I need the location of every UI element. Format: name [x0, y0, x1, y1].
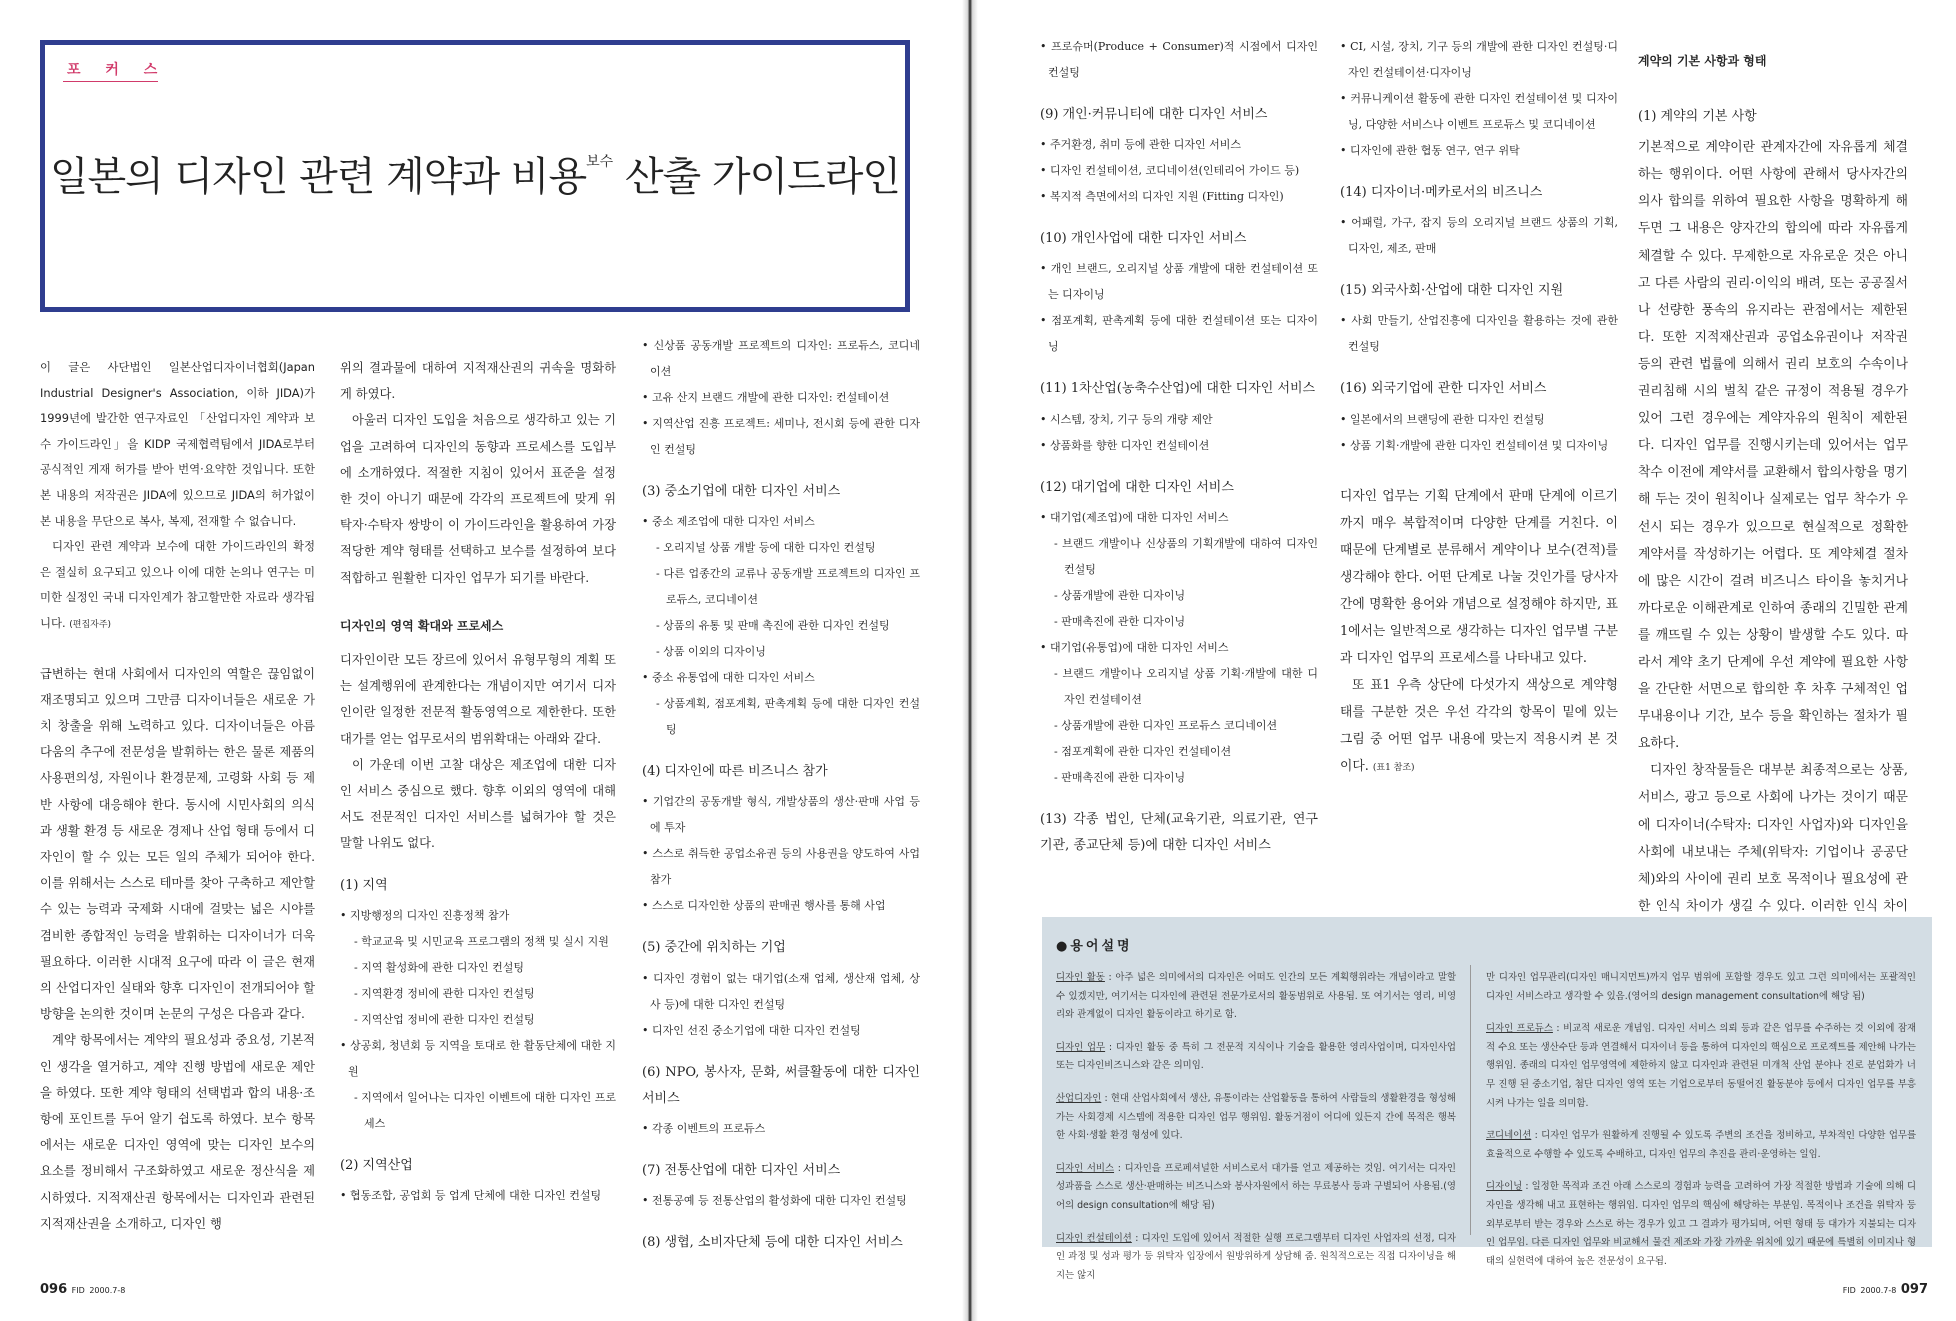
- list-heading: (10) 개인사업에 대한 디자인 서비스: [1040, 231, 1247, 247]
- folio-issue: 2000.7-8: [89, 1286, 126, 1295]
- list-heading: (14) 디자이너·메카로서의 비즈니스: [1340, 185, 1543, 200]
- glossary-definition: : 디자인을 프로페셔널한 서비스로서 대가를 얻고 제공하는 것임. 여기서는 디자인 성과품을 스스로 생산·판매하는 비즈니스와 봉사자원에서 하는 무료봉사 등과 구별되어 사용됨.(영어의 design consultation에 해당 됨): [1056, 1162, 1456, 1211]
- list-item: • 지역산업 진흥 프로젝트: 세미나, 전시회 등에 관한 디자인 컨설팅: [642, 417, 920, 456]
- list-item: • 협동조합, 공업회 등 업계 단체에 대한 디자인 컨설팅: [340, 1189, 602, 1203]
- list-subitem: - 상품개발에 관한 디자인 프로듀스 코디네이션: [1054, 718, 1278, 732]
- glossary-term: 디자이닝: [1486, 1181, 1523, 1193]
- section-label: 포 커 스: [67, 62, 168, 78]
- list-heading: (6) NPO, 봉사자, 문화, 써클활동에 대한 디자인 서비스: [642, 1064, 920, 1106]
- body-paragraph: 급변하는 현대 사회에서 디자인의 역할은 끊임없이 재조명되고 있으며 그만큼 디자이너들은 새로운 가치 창출을 위해 노력하고 있다. 디자이너들은 아름다움의 추구에 전문성을 발휘하는 한은 물론 제품의 사용편의성, 자원이나 환경문제, 고령화 사회 등 제반 사항에 대응해야 한다. 동시에 시민사회의 의식과 생활 환경 등 새로운 경제나 산업 형태 등에서 디자인이 할 수 있는 모든 일의 주체가 되어야 한다. 이를 위해서는 스스로 테마를 찾아 구축하고 제안할 수 있는 능력과 국제화 시대에 걸맞는 넓은 시야를 겸비한 종합적인 능력을 발휘하는 디자이너가 더욱 필요하다. 이러한 시대적 요구에 따라 이 글은 현재의 산업디자인 실태와 향후 디자인이 전개되어야 할 방향을 논의한 것이며 논문의 구성은 다음과 같다.: [40, 666, 315, 1022]
- list-subitem: - 점포계획에 관한 디자인 컨설테이션: [1054, 744, 1232, 758]
- list-heading: (12) 대기업에 대한 디자인 서비스: [1040, 479, 1234, 495]
- list-item: • 개인 브랜드, 오리지널 상품 개발에 대한 컨설테이션 또는 디자이닝: [1040, 262, 1318, 302]
- section-label-underline: [63, 81, 158, 82]
- list-item: • 각종 이벤트의 프로듀스: [642, 1122, 766, 1136]
- glossary-entry: [1056, 1039, 1456, 1076]
- list-item: • 상공회, 청년회 등 지역을 토대로 한 활동단체에 대한 지원: [340, 1038, 616, 1078]
- list-item: • 프로슈머(Produce + Consumer)적 시점에서 디자인 컨설팅: [1040, 40, 1318, 79]
- list-subitem: - 지역에서 일어나는 디자인 이벤트에 대한 디자인 프로세스: [354, 1090, 616, 1130]
- list-item: • CI, 시설, 장치, 기구 등의 개발에 관한 디자인 컨설팅·디자인 컨설테이션·디자이닝: [1340, 40, 1618, 79]
- body-paragraph: 또 표1 우측 상단에 다섯가지 색상으로 계약형태를 구분한 것은 우선 각각의 항목이 밑에 있는 그림 중 어떤 업무 내용에 맞는지 적용시켜 본 것이다. (표1 참조): [1340, 677, 1618, 774]
- glossary-definition: : 일정한 목적과 조건 아래 스스로의 경험과 능력을 고려하여 가장 적절한 방법과 기술에 의해 디자인을 생각해 내고 표현하는 행위임. 디자인 업무의 핵심에 해당하는 부분임. 목적이나 조건을 위탁자 등 외부로부터 받는 경우와 스스로 하는 경우가 있고 그 결과가 평가되며, 어떤 형태 등 대가가 지불되는 디자인 업무임. 다른 디자인 업무와 비교해서 물건 제조와 가장 가까운 위치에 있기 때문에 특별히 이미지나 형태의 실현력에 대하여 높은 전문성이 요구됨.: [1486, 1181, 1916, 1267]
- list-item: • 어패럴, 가구, 잡지 등의 오리지널 브랜드 상품의 기획, 디자인, 제조, 판매: [1340, 216, 1618, 256]
- body-paragraph: 아울러 디자인 도입을 처음으로 생각하고 있는 기업을 고려하여 디자인의 동향과 프로세스를 도입부에 소개하였다. 적절한 지침이 있어서 표준을 설정한 것이 아니기 때문에 각각의 프로젝트에 맞게 위탁자·수탁자 쌍방이 이 가이드라인을 활용하여 가장 적당한 계약 형태를 선택하고 보수를 설정하여 보다 적합하고 원활한 디자인 업무가 되기를 바란다.: [340, 413, 616, 585]
- list-heading: (7) 전통산업에 대한 디자인 서비스: [642, 1163, 841, 1179]
- list-heading: (4) 디자인에 따른 비즈니스 참가: [642, 764, 828, 780]
- list-heading: (1) 지역: [340, 877, 388, 893]
- list-item: • 상품 기획·개발에 관한 디자인 컨설테이션 및 디자이닝: [1340, 438, 1609, 452]
- left-column-2: [340, 355, 616, 1209]
- glossary-term: 디자인 프로듀스: [1486, 1023, 1553, 1035]
- right-page: [978, 0, 1956, 1321]
- list-subitem: - 지역 활성화에 관한 디자인 컨설팅: [354, 960, 524, 974]
- glossary-term: 산업디자인: [1056, 1092, 1102, 1104]
- list-item: • 고유 산지 브랜드 개발에 관한 디자인: 컨설테이션: [642, 391, 890, 404]
- list-heading: (11) 1차산업(농축수산업)에 대한 디자인 서비스: [1040, 381, 1316, 397]
- list-item: • 대기업(유통업)에 대한 디자인 서비스: [1040, 640, 1229, 654]
- list-subitem: - 판매촉진에 관한 디자이닝: [1054, 614, 1186, 628]
- glossary-term: 디자인 활동: [1056, 972, 1105, 983]
- folio-magazine: FID: [71, 1286, 85, 1295]
- glossary-left: [1056, 969, 1456, 1299]
- list-heading: (5) 중간에 위치하는 기업: [642, 940, 786, 956]
- glossary-definition: : 아주 넓은 의미에서의 디자인은 어떠도 인간의 모든 계획행위라는 개념이라고 말할 수 있겠지만, 여기서는 디자인에 관련된 전문가로서의 활동범위로 사용됨. 또 여기서는 영리, 비영리와 관계없이 디자인 활동이라고 하기로 함.: [1056, 972, 1456, 1021]
- list-subitem: - 학교교육 및 시민교육 프로그램의 정책 및 실시 지원: [354, 934, 609, 948]
- body-text: [40, 661, 315, 1237]
- glossary-entry: [1056, 1230, 1456, 1286]
- left-column-3: [642, 333, 920, 1260]
- service-list: [1040, 34, 1318, 859]
- glossary-right: [1486, 969, 1916, 1285]
- service-list: [340, 873, 616, 1209]
- page-number-right: FID 2000.7-8 097: [1842, 1282, 1928, 1297]
- glossary-entry: [1056, 1090, 1456, 1146]
- list-item: • 일본에서의 브랜딩에 관한 디자인 컨설팅: [1340, 412, 1545, 426]
- list-item: • 시스템, 장치, 기구 등의 개량 제안: [1040, 412, 1213, 426]
- list-heading: (15) 외국사회·산업에 대한 디자인 지원: [1340, 283, 1564, 299]
- list-heading: (13) 각종 법인, 단체(교육기관, 의료기관, 연구기관, 종교단체 등)에 대한 디자인 서비스: [1040, 811, 1318, 854]
- section-heading: 디자인의 영역 확대와 프로세스: [340, 618, 504, 633]
- body-paragraph: 계약 항목에서는 계약의 필요성과 중요성, 기본적인 생각을 열거하고, 계약 진행 방법에 새로운 제안을 하였다. 또한 계약 형태의 선택법과 합의 내용·조항에 포인트를 두어 알기 쉽도록 하였다. 보수 항목에서는 새로운 디자인 영역에 맞는 디자인 보수의 요소를 정비해서 구조화하였고 새로운 정산식을 제시하였다. 지적재산권 항목에서는 디자인과 관련된 지적재산권을 소개하고, 디자인 행: [40, 1033, 315, 1231]
- list-item: • 점포계획, 판촉계획 등에 대한 컨설테이션 또는 디자이닝: [1040, 314, 1318, 354]
- list-item: • 중소 유통업에 대한 디자인 서비스: [642, 671, 815, 685]
- title-superscript: 보수: [586, 154, 614, 170]
- glossary-definition: : 디자인 활동 중 특히 그 전문적 지식이나 기술을 활용한 영리사업이며, 디자인사업 또는 디자인비즈니스와 같은 의미임.: [1056, 1041, 1456, 1072]
- title-main: 일본의 디자인 관련 계약과 비용: [49, 154, 587, 200]
- list-item: • 전통공예 등 전통산업의 활성화에 대한 디자인 컨설팅: [642, 1194, 907, 1208]
- glossary-term: 디자인 컨설테이션: [1056, 1232, 1132, 1244]
- list-item: • 사회 만들기, 산업진흥에 디자인을 활용하는 것에 관한 컨설팅: [1340, 314, 1618, 354]
- left-column-1: [40, 355, 315, 1237]
- title-tail: 산출 가이드라인: [624, 154, 901, 200]
- list-heading: (3) 중소기업에 대한 디자인 서비스: [642, 484, 841, 499]
- folio-magazine: FID: [1842, 1286, 1856, 1295]
- right-column-3: [1638, 48, 1908, 974]
- list-subitem: - 다른 업종간의 교류나 공동개발 프로젝트의 디자인 프로듀스, 코디네이션: [656, 567, 920, 607]
- list-item: • 복지적 측면에서의 디자인 지원 (Fitting 디자인): [1040, 190, 1284, 204]
- list-item: • 디자인 경험이 없는 대기업(소재 업체, 생산재 업체, 상사 등)에 대한 디자인 컨설팅: [642, 971, 920, 1011]
- list-heading: (9) 개인·커뮤니티에 대한 디자인 서비스: [1040, 107, 1268, 122]
- body-text: [1340, 483, 1618, 782]
- body-paragraph: 이 가운데 이번 고찰 대상은 제조업에 대한 디자인 서비스 중심으로 했다. 향후 이외의 영역에 대해서도 전문적인 디자인 서비스를 넓혀가야 할 것은 말할 나위도 없다.: [340, 757, 616, 851]
- body-paragraph: 디자인 업무는 기획 단계에서 판매 단계에 이르기까지 매우 복합적이며 다양한 단계를 거친다. 이 때문에 단계별로 분류해서 계약이나 보수(견적)를 생각해야 한다. 어떤 단계로 나눌 것인가를 당사자간에 명확한 용어와 개념으로 설정해야 하지만, 표1에서는 일반적으로 생각하는 디자인 업무별 구분과 디자인 업무의 프로세스를 나타내고 있다.: [1340, 488, 1618, 666]
- glossary-definition: : 디자인 도입에 있어서 적절한 실행 프로그램부터 디자인 사업자의 선정, 디자인 과정 및 성과 평가 등 위탁자 입장에서 원방위하게 상담해 줌. 원칙적으로는 직접 디자이닝을 해지는 않지: [1056, 1232, 1456, 1281]
- list-item: • 지방행정의 디자인 진흥정책 참가: [340, 908, 510, 922]
- list-item: • 스스로 디자인한 상품의 판매권 행사를 통해 사업: [642, 899, 886, 913]
- list-item: • 중소 제조업에 대한 디자인 서비스: [642, 515, 815, 529]
- glossary-definition: : 비교적 새로운 개념임. 디자인 서비스 의뢰 등과 같은 업무를 수주하는 것 이외에 잠재적 수요 또는 생산수단 등과 연결해서 디자이너 등을 통하여 디자인의 핵심으로 프로젝트를 제안해 나가는 행위임. 종래의 디자인 업무영역에 제한하지 않고 디자인과 관련된 미개척 산업 분야나 진로 분업화가 너무 진행 된 중소기업, 첨단 디자인 영역 또는 기업으로부터 동떨어진 활동분야 등에서 디자인 업무를 부흥시켜 나가는 일을 의미함.: [1486, 1023, 1917, 1109]
- service-list: [642, 333, 920, 1256]
- list-heading: (8) 생협, 소비자단체 등에 대한 디자인 서비스: [642, 1235, 903, 1251]
- intro-block: [40, 355, 315, 639]
- list-heading: (2) 지역산업: [340, 1157, 413, 1173]
- right-column-2: [1340, 34, 1618, 782]
- list-item: • 상품화를 향한 디자인 컨설테이션: [1040, 438, 1210, 452]
- folio-issue: 2000.7-8: [1860, 1286, 1897, 1295]
- list-subitem: - 상품의 유통 및 판매 촉진에 관한 디자인 컨설팅: [656, 619, 890, 633]
- glossary-entry: [1486, 969, 1916, 1006]
- glossary-entry: [1486, 1127, 1916, 1164]
- glossary-entry: [1486, 1020, 1916, 1113]
- glossary-definition: : 디자인 업무가 원활하게 진행될 수 있도록 주변의 조건을 정비하고, 부차적인 다양한 업무를 효율적으로 수행할 수 있도록 수배하고, 디자인 업무의 추진을 관리·운영하는 일임.: [1486, 1130, 1916, 1160]
- sub-heading: (1) 계약의 기본 사항: [1638, 109, 1757, 125]
- glossary-entry: [1056, 969, 1456, 1025]
- list-subitem: - 지역산업 정비에 관한 디자인 컨설팅: [354, 1012, 535, 1026]
- list-subitem: - 판매촉진에 관한 디자이닝: [1054, 770, 1186, 784]
- list-subitem: - 브랜드 개발이나 오리지널 상품 기획·개발에 대한 디자인 컨설테이션: [1054, 666, 1318, 706]
- list-heading: (16) 외국기업에 관한 디자인 서비스: [1340, 381, 1547, 397]
- list-item: • 디자인에 관한 협동 연구, 연구 위탁: [1340, 144, 1520, 157]
- page-number-left: 096 FID 2000.7-8: [40, 1282, 126, 1297]
- glossary-term: 디자인 서비스: [1056, 1162, 1115, 1174]
- list-item: • 신상품 공동개발 프로젝트의 디자인: 프로듀스, 코디네이션: [642, 339, 920, 378]
- list-subitem: - 상품계획, 점포계획, 판촉계획 등에 대한 디자인 컨설팅: [656, 697, 920, 737]
- intro-paragraph: 이 글은 사단법인 일본산업디자이너협회(Japan Industrial Designer's Association, 이하 JIDA)가 1999년에 발간한 연구자료인 「산업디자인 계약과 보수 가이드라인」을 KIDP 국제협력팀에서 JIDA로부터 공식적인 게재 허가를 받아 번역·요약한 것입니다. 또한 본 내용의 저작권은 JIDA에 있으므로 JIDA의 허가없이 본 내용을 무단으로 복사, 복제, 전재할 수 없습니다.: [40, 360, 315, 528]
- list-item: • 기업간의 공동개발 형식, 개발상품의 생산·판매 사업 등에 투자: [642, 795, 920, 835]
- editor-note: (편집자주): [69, 619, 112, 630]
- left-page: [0, 0, 970, 1321]
- glossary-term: 코디네이션: [1486, 1130, 1532, 1142]
- body-paragraph: 디자인이란 모든 장르에 있어서 유형무형의 계획 또는 설계행위에 관계한다는 개념이지만 여기서 디자인이란 일정한 전문적 활동영역으로 제한한다. 또한 대가를 얻는 업무로서의 범위확대는 아래와 같다.: [340, 653, 616, 746]
- glossary-definition: 만 디자인 업무관리(디자인 매니지먼트)까지 업무 범위에 포함할 경우도 있고 그런 의미에서는 포괄적인 디자인 서비스라고 생각할 수 있음.(영어의 design management consultation에 해당 됨): [1486, 972, 1916, 1002]
- list-subitem: - 오리지널 상품 개발 등에 대한 디자인 컨설팅: [656, 541, 876, 555]
- body-paragraph: 기본적으로 계약이란 관계자간에 자유롭게 체결하는 행위이다. 어떤 사항에 관해서 당사자간의 의사 합의를 위하여 필요한 사항을 명확하게 해두면 그 내용은 양자간의 합의에 따라 자유롭게 체결할 수 있다. 무제한으로 자유로운 것은 아니고 다른 사람의 권리·이익의 배려, 또는 공공질서나 선량한 풍속의 유지라는 관점에서는 제한된다. 또한 지적재산권과 공업소유권이나 저작권 등의 관련 법률에 의해서 권리 보호의 수속이나 권리침해 시의 벌칙 같은 규정이 적용될 경우가 있어 그런 경우에는 계약자유의 원칙이 제한된다. 디자인 업무를 진행시키는데 있어서는 업무 착수 이전에 계약서를 교환해서 합의사항을 명기해 두는 것이 원칙이나 실제로는 업무 착수가 우선시 되는 경우가 있으므로 현실적으로 정확한 계약서를 작성하기는 어렵다. 또 계약체결 절차에 많은 시간이 걸려 비즈니스 타이을 놓치거나 까다로운 이해관계로 인하여 종래의 긴밀한 관계를 깨뜨릴 수 있는 상황이 발생할 수도 있다. 따라서 계약 초기 단계에 우선 계약에 필요한 사항을 간단한 서면으로 합의한 후 차후 구체적인 업무내용이나 기간, 보수 등을 확인하는 절차가 필요하다.: [1638, 140, 1908, 752]
- glossary-box: [1042, 917, 1932, 1281]
- body-paragraph: 위의 결과물에 대하여 지적재산권의 귀속을 명화하게 하였다.: [340, 361, 616, 402]
- glossary-entry: [1486, 1178, 1916, 1271]
- list-item: • 주거환경, 취미 등에 관한 디자인 서비스: [1040, 138, 1241, 152]
- glossary-title: ●용어설명: [1056, 939, 1133, 954]
- list-subitem: - 브랜드 개발이나 신상품의 기획개발에 대하여 디자인 컨설팅: [1054, 536, 1318, 576]
- list-item: • 디자인 컨설테이션, 코디네이션(인테리어 가이드 등): [1040, 164, 1300, 178]
- service-list: [1340, 34, 1618, 459]
- list-item: • 디자인 선진 중소기업에 대한 디자인 컨설팅: [642, 1023, 861, 1037]
- glossary-entry: [1056, 1160, 1456, 1216]
- glossary-definition: : 현대 산업사회에서 생산, 유통이라는 산업활동을 통하여 사람들의 생활환경을 형성해 가는 사회경제 시스템에 적용한 디자인 업무 행위임. 활동거점이 어디에 있든지 간에 목적은 행복한 사회·생활 환경 형성에 있다.: [1056, 1092, 1456, 1142]
- list-item: • 커뮤니케이션 활동에 관한 디자인 컨설테이션 및 디자이닝, 다양한 서비스나 이벤트 프로듀스 및 코디네이션: [1340, 92, 1618, 131]
- list-subitem: - 지역환경 정비에 관한 디자인 컨설팅: [354, 986, 535, 1000]
- list-subitem: - 상품 이외의 디자이닝: [656, 645, 766, 659]
- body-paragraph: 디자인 창작물들은 대부분 최종적으로는 상품, 서비스, 광고 등으로 사회에 나가는 것이기 때문에 디자이너(수탁자: 디자인 사업자)와 디자인을 사회에 내보내는 주체(위탁자: 기업이나 공공단체)와의 사이에 권리 보호 목적이나 필요성에 관한 인식 차이가 생길 수 있다. 이러한 인식 차이: [1638, 763, 1908, 914]
- section-heading: 계약의 기본 사항과 형태: [1638, 54, 1767, 68]
- title-box: [40, 40, 910, 312]
- glossary-divider: [1470, 965, 1471, 1235]
- page-gutter: [962, 0, 978, 1321]
- article-title: [45, 145, 905, 202]
- list-item: • 대기업(제조업)에 대한 디자인 서비스: [1040, 510, 1229, 524]
- table-note: (표1 참조): [1372, 762, 1415, 773]
- right-column-1: [1040, 34, 1318, 863]
- list-subitem: - 상품개발에 관한 디자이닝: [1054, 588, 1186, 602]
- glossary-term: 디자인 업무: [1056, 1041, 1106, 1053]
- list-item: • 스스로 취득한 공업소유권 등의 사용권을 양도하여 사업 참가: [642, 847, 920, 887]
- intro-paragraph: 디자인 관련 계약과 보수에 대한 가이드라인의 확정은 절실히 요구되고 있으나 이에 대한 논의나 연구는 미미한 실정인 국내 디자인계가 참고할만한 자료라 생각됩니다. (편집자주): [40, 539, 315, 630]
